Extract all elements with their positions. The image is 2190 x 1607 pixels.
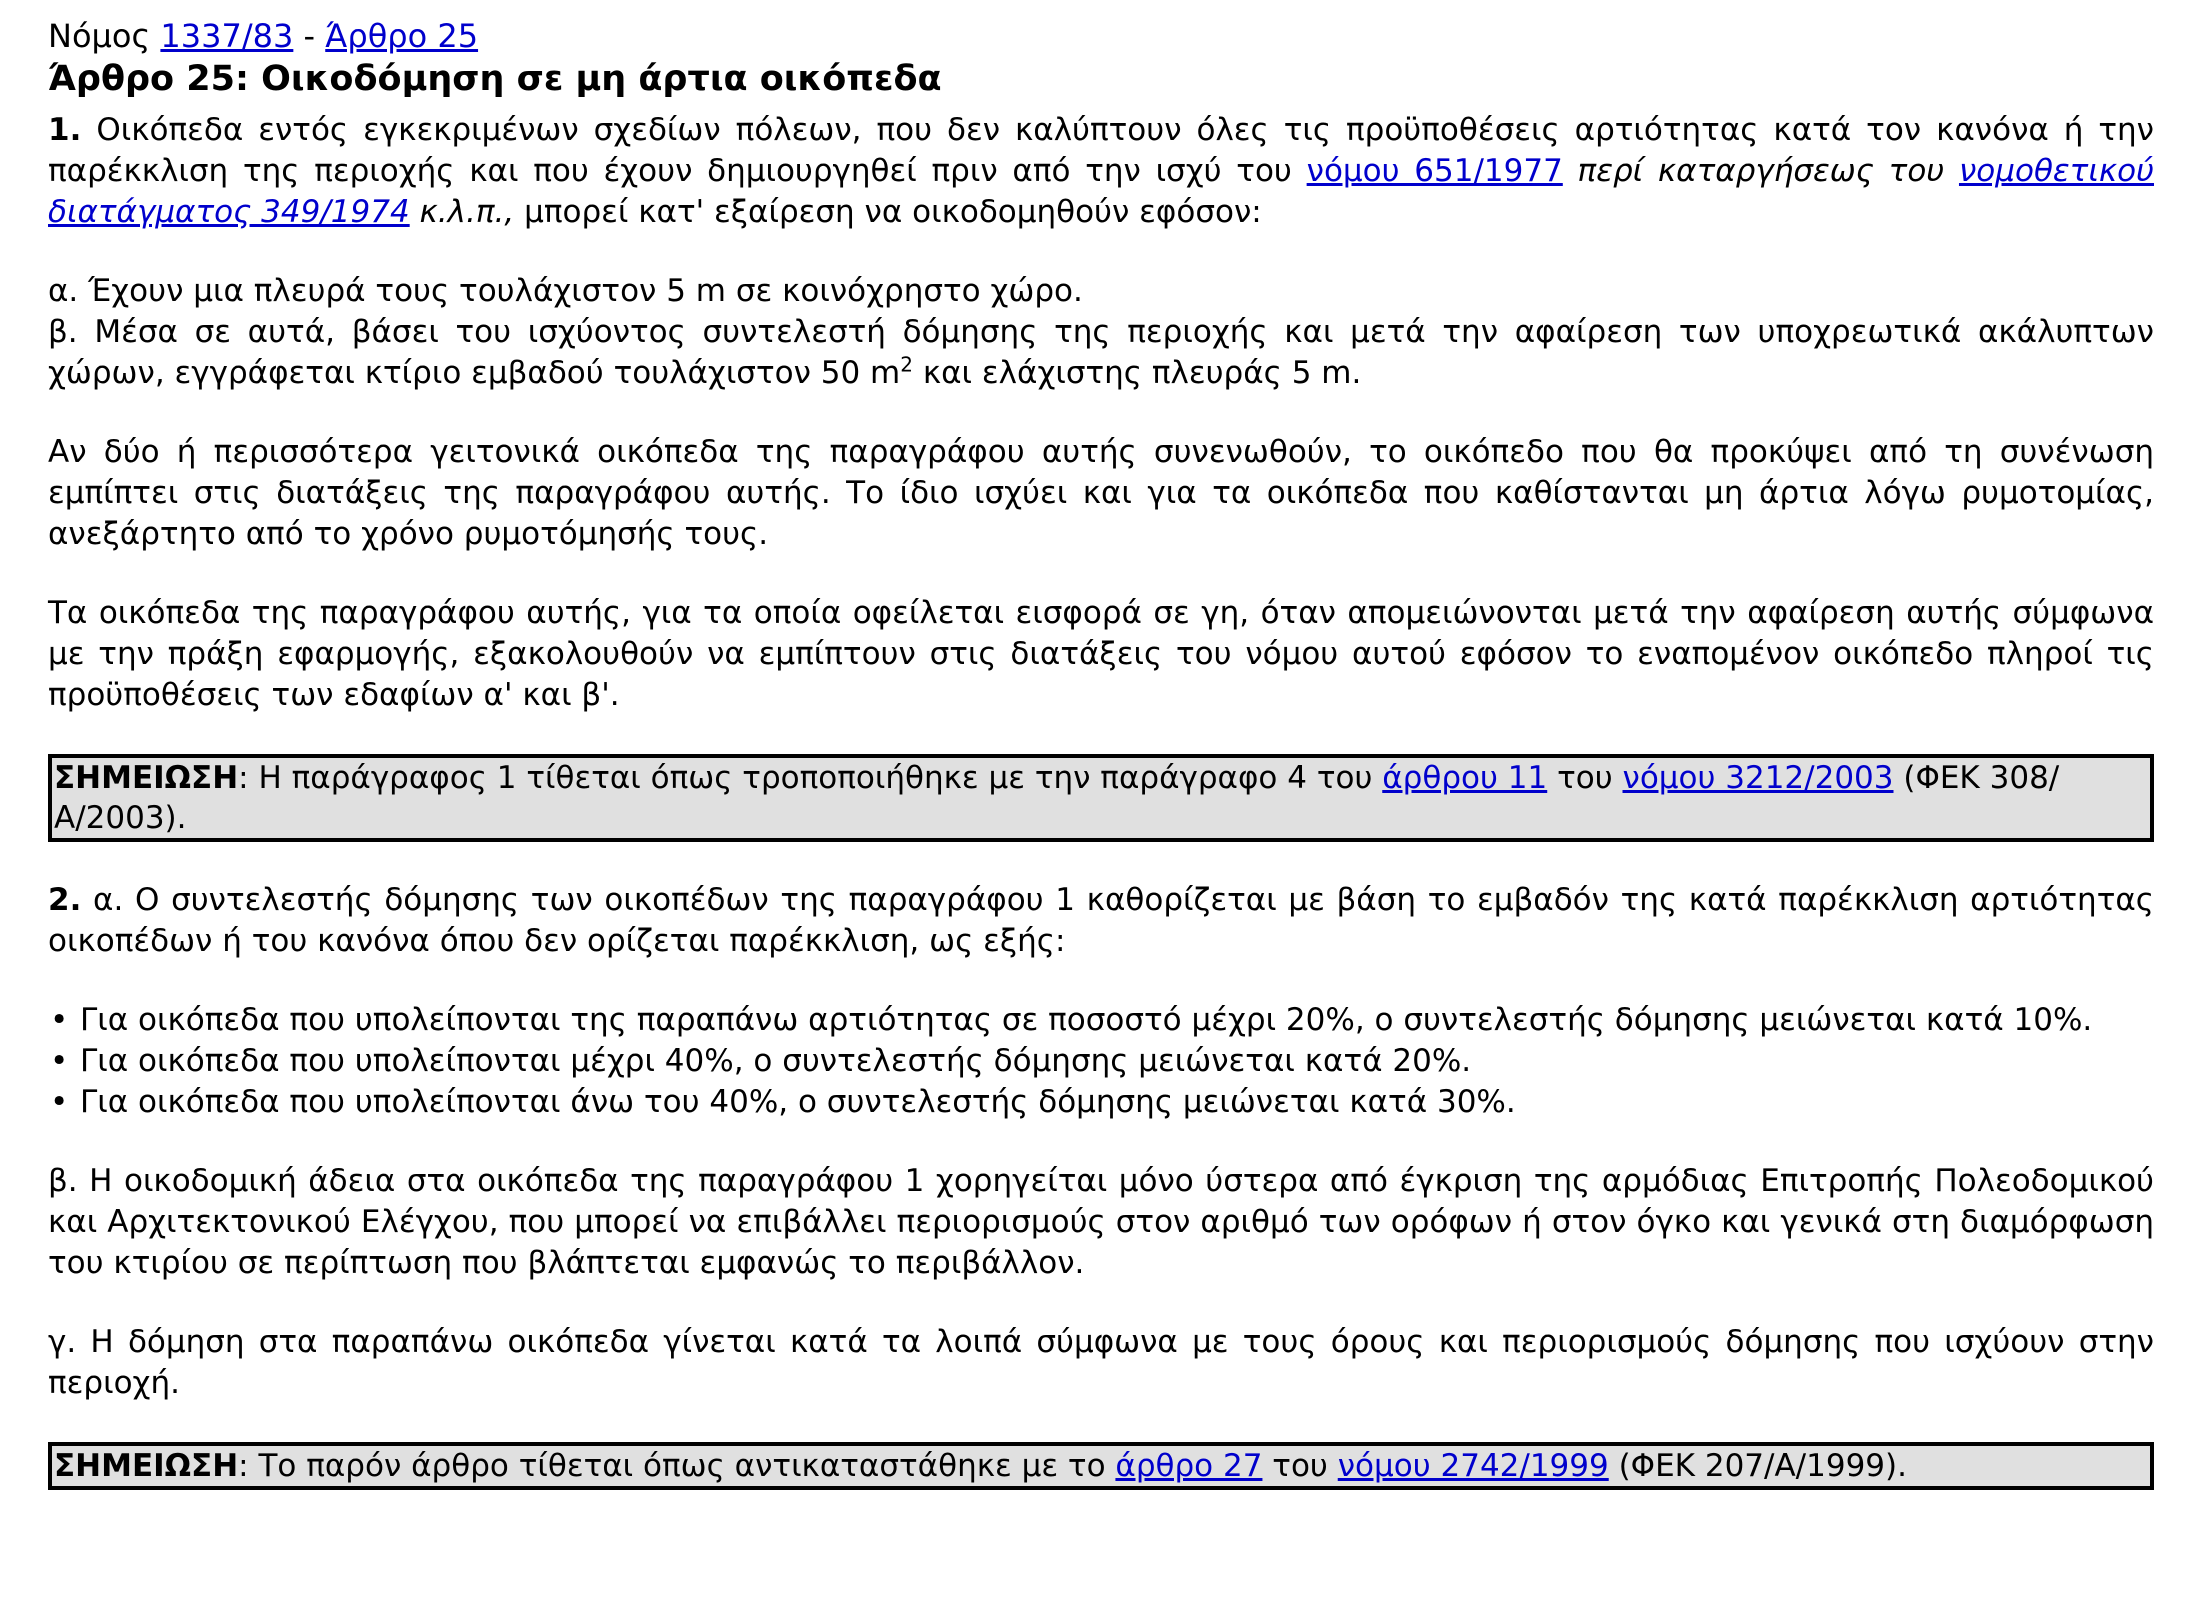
- decree-349-1974-link-text: νομοθετικού διατάγματος 349/1974: [48, 153, 2154, 230]
- breadcrumb: [48, 16, 2154, 56]
- note-1-text: : Η παράγραφος 1 τίθεται όπως τροποποιήθηκε με την παράγραφο 4 του: [238, 760, 1383, 796]
- list-item-text: Για οικόπεδα που υπολείπονται της παραπάνω αρτιότητας σε ποσοστό μέχρι 20%, ο συντελεστής δόμησης μειώνεται κατά 10%.: [80, 1002, 2093, 1038]
- section-2-number: 2.: [48, 882, 82, 918]
- section-1-join-paragraph: Αν δύο ή περισσότερα γειτονικά οικόπεδα της παραγράφου αυτής συνενωθούν, το οικόπεδο που θα προκύψει από τη συνένωση εμπίπτει στις διατάξεις της παραγράφου αυτής. Το ίδιο ισχύει και για τα οικόπεδα που καθίστανται μη άρτια λόγω ρυμοτομίας, ανεξάρτητο από το χρόνο ρυμοτόμησής τους.: [48, 434, 2154, 552]
- section-2-intro-text: α. Ο συντελεστής δόμησης των οικοπέδων της παραγράφου 1 καθορίζεται με βάση το εμβαδόν της κατά παρέκκλιση αρτιότητας οικοπέδων ή του κανόνα όπου δεν ορίζεται παρέκκλιση, ως εξής:: [48, 882, 2154, 959]
- section-2-intro: [48, 880, 2154, 962]
- section-2-paragraph-c: γ. Η δόμηση στα παραπάνω οικόπεδα γίνεται κατά τα λοιπά σύμφωνα με τους όρους και περιορισμούς δόμησης που ισχύουν στην περιοχή.: [48, 1324, 2154, 1401]
- note-box-1: [48, 754, 2154, 842]
- squared-superscript: 2: [900, 352, 913, 377]
- reduction-list: [48, 1000, 2154, 1123]
- list-item: [48, 1041, 2154, 1082]
- bullet-icon: •: [50, 1084, 69, 1120]
- section-1-item-b-end: και ελάχιστης πλευράς 5 m.: [913, 355, 1362, 391]
- section-1-intro: [48, 110, 2154, 233]
- bullet-icon: •: [50, 1043, 69, 1079]
- note-1-text-mid: του: [1547, 760, 1623, 796]
- note-2-text: : Το παρόν άρθρο τίθεται όπως αντικαταστάθηκε με το: [238, 1448, 1116, 1484]
- law-3212-2003-link[interactable]: νόμου 3212/2003: [1622, 760, 1894, 796]
- note-2-label: ΣΗΜΕΙΩΣΗ: [54, 1448, 239, 1484]
- section-1-item-b-text: β. Μέσα σε αυτά, βάσει του ισχύοντος συντελεστή δόμησης της περιοχής και μετά την αφαίρεση των υποχρεωτικά ακάλυπτων χώρων, εγγράφεται κτίριο εμβαδού τουλάχιστον 50 m: [48, 314, 2154, 391]
- section-1-etc: κ.λ.π.,: [409, 194, 515, 230]
- breadcrumb-law-prefix: Νόμος: [48, 17, 161, 55]
- bullet-icon: •: [50, 1002, 69, 1038]
- section-1-intro-end: μπορεί κατ' εξαίρεση να οικοδομηθούν εφόσον:: [514, 194, 1262, 230]
- note-2-text-end: (ΦΕΚ 207/Α/1999).: [1608, 1448, 1907, 1484]
- article-11-link[interactable]: άρθρου 11: [1382, 760, 1548, 796]
- page-title: Άρθρο 25: Οικοδόμηση σε μη άρτια οικόπεδα: [48, 59, 942, 99]
- list-item: [48, 1082, 2154, 1123]
- section-1-contribution-paragraph: Τα οικόπεδα της παραγράφου αυτής, για τα οποία οφείλεται εισφορά σε γη, όταν απομειώνονται μετά την αφαίρεση αυτής σύμφωνα με την πράξη εφαρμογής, εξακολουθούν να εμπίπτουν στις διατάξεις του νόμου αυτού εφόσον το εναπομένον οικόπεδο πληροί τις προϋποθέσεις των εδαφίων α' και β'.: [48, 595, 2154, 713]
- note-2-text-mid: του: [1262, 1448, 1338, 1484]
- article-27-link[interactable]: άρθρο 27: [1115, 1448, 1263, 1484]
- article-25-link[interactable]: Άρθρο 25: [325, 17, 479, 55]
- note-1-text-end: (ΦΕΚ 308/Α/2003).: [54, 760, 2060, 836]
- breadcrumb-separator: -: [293, 17, 326, 55]
- section-1-intro-text: Οικόπεδα εντός εγκεκριμένων σχεδίων πόλεων, που δεν καλύπτουν όλες τις προϋποθέσεις αρτιότητας κατά τον κανόνα ή την παρέκκλιση της περιοχής και που έχουν δημιουργηθεί πριν από την ισχύ του: [48, 112, 2154, 189]
- law-2742-1999-link[interactable]: νόμου 2742/1999: [1337, 1448, 1609, 1484]
- document-page: [48, 16, 2154, 1490]
- list-item: [48, 1000, 2154, 1041]
- note-1-label: ΣΗΜΕΙΩΣΗ: [54, 760, 239, 796]
- list-item-text: Για οικόπεδα που υπολείπονται άνω του 40%, ο συντελεστής δόμησης μειώνεται κατά 30%.: [80, 1084, 1516, 1120]
- law-1337-83-link[interactable]: 1337/83: [160, 17, 294, 55]
- law-651-1977-link[interactable]: νόμου 651/1977: [1306, 153, 1563, 189]
- section-2-paragraph-b: β. Η οικοδομική άδεια στα οικόπεδα της παραγράφου 1 χορηγείται μόνο ύστερα από έγκριση της αρμόδιας Επιτροπής Πολεοδομικού και Αρχιτεκτονικού Ελέγχου, που μπορεί να επιβάλλει περιορισμούς στον αριθμό των ορόφων ή στον όγκο και γενικά στη διαμόρφωση του κτιρίου σε περίπτωση που βλάπτεται εμφανώς το περιβάλλον.: [48, 1163, 2154, 1281]
- section-1-intro-italic: περί καταργήσεως του: [1562, 153, 1959, 189]
- section-1-item-a: α. Έχουν μια πλευρά τους τουλάχιστον 5 m σε κοινόχρηστο χώρο.: [48, 273, 1083, 309]
- section-1-number: 1.: [48, 112, 82, 148]
- section-1-item-b: [48, 312, 2154, 394]
- list-item-text: Για οικόπεδα που υπολείπονται μέχρι 40%, ο συντελεστής δόμησης μειώνεται κατά 20%.: [80, 1043, 1472, 1079]
- note-box-2: [48, 1442, 2154, 1490]
